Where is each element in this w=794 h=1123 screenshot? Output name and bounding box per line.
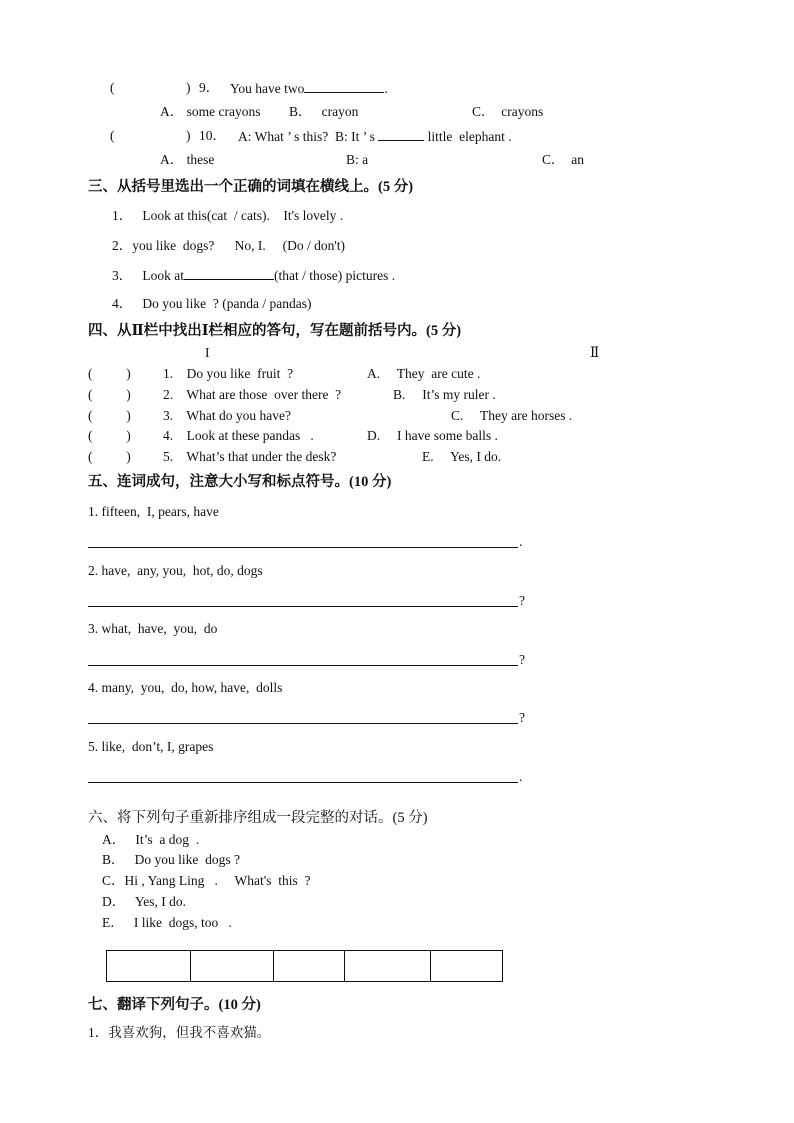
section6-answer-boxes — [106, 950, 503, 982]
q9-number: 9． — [199, 80, 220, 95]
q10-option-b: B: a — [346, 152, 369, 167]
section5-item-4-end: ? — [519, 710, 525, 725]
section7-item-1: 1．我喜欢狗，但我不喜欢猫。 — [88, 1025, 271, 1040]
section4-col1-header: I — [205, 345, 210, 360]
section5-item-3-words: 3. what, have, you, do — [88, 621, 218, 636]
section5-item-5-answer-line[interactable] — [88, 782, 518, 783]
section5-item-1-words: 1. fifteen, I, pears, have — [88, 504, 219, 519]
section5-item-5-end: . — [519, 769, 523, 784]
section5-item-4-answer-line[interactable] — [88, 723, 518, 724]
section4-row-4-answer: D. I have some balls . — [367, 428, 498, 443]
answer-box-4[interactable] — [345, 951, 431, 982]
q9-paren-open: ( — [110, 80, 115, 95]
section4-row-5-answer: E. Yes, I do. — [422, 449, 502, 464]
section6-item-b: B． Do you like dogs ? — [102, 852, 240, 867]
section5-item-2-words: 2. have, any, you, hot, do, dogs — [88, 563, 263, 578]
section4-col2-header: Ⅱ — [590, 345, 600, 360]
section4-row-1-question: 1. Do you like fruit ? — [163, 366, 294, 381]
section6-item-c: C．Hi , Yang Ling . What's this ? — [102, 873, 311, 888]
section3-title: 三、从括号里选出一个正确的词填在横线上。(5 分) — [88, 179, 414, 195]
section5-item-3-end: ? — [519, 652, 525, 667]
q9-stem — [230, 79, 388, 98]
q9-option-b: B． crayon — [289, 104, 359, 119]
section5-item-5-words: 5. like, don’t, I, grapes — [88, 739, 214, 754]
section4-row-3-answer: C. They are horses . — [451, 408, 573, 423]
section3-item-2: 2．you like dogs? No, I. (Do / don't) — [112, 238, 346, 253]
section5-item-1-end: . — [519, 534, 523, 549]
q10-stem — [238, 127, 512, 146]
q10-number: 10． — [199, 128, 226, 143]
section4-row-5-paren[interactable]: ( ) — [88, 449, 131, 464]
section4-row-2-question: 2. What are those over there ? — [163, 387, 342, 402]
q9-answer-blank[interactable] — [304, 79, 384, 93]
section4-row-2-answer: B. It’s my ruler . — [393, 387, 496, 402]
q9-stem-text: You have two — [230, 81, 305, 96]
section4-row-3-paren[interactable]: ( ) — [88, 408, 131, 423]
section4-row-5-question: 5. What’s that under the desk? — [163, 449, 337, 464]
q10-answer-blank[interactable] — [378, 127, 424, 141]
section5-item-3-answer-line[interactable] — [88, 665, 518, 666]
section6-item-a: A． It’s a dog . — [102, 832, 200, 847]
answer-box-3[interactable] — [274, 951, 345, 982]
section4-row-4-paren[interactable]: ( ) — [88, 428, 131, 443]
section6-title: 六、将下列句子重新排序组成一段完整的对话。(5 分) — [88, 810, 428, 826]
section5-item-2-end: ? — [519, 593, 525, 608]
q9-paren-close: ) — [186, 80, 191, 95]
q10-option-a: A． these — [160, 152, 215, 167]
section3-item-1: 1． Look at this(cat / cats). It's lovely . — [112, 208, 344, 223]
answer-box-2[interactable] — [191, 951, 274, 982]
q9-option-a: A． some crayons — [160, 104, 261, 119]
answer-box-1[interactable] — [107, 951, 191, 982]
section3-item-3-lead: 3． Look at — [112, 268, 184, 283]
q9-option-c: C． crayons — [472, 104, 544, 119]
section4-row-1-answer: A. They are cute . — [367, 366, 481, 381]
section3-item-3-tail: (that / those) pictures . — [274, 268, 396, 283]
section3-item-4: 4． Do you like ? (panda / pandas) — [112, 296, 312, 311]
section5-item-4-words: 4. many, you, do, how, have, dolls — [88, 680, 283, 695]
section6-item-e: E． I like dogs, too . — [102, 915, 232, 930]
section4-row-4-question: 4. Look at these pandas . — [163, 428, 314, 443]
section5-title: 五、连词成句，注意大小写和标点符号。(10 分) — [88, 474, 392, 490]
q10-stem-text: A: What ’ s this? B: It ’ s — [238, 129, 375, 144]
section5-item-2-answer-line[interactable] — [88, 606, 518, 607]
section6-item-d: D． Yes, I do. — [102, 894, 187, 909]
section7-title: 七、翻译下列句子。(10 分) — [88, 997, 261, 1013]
q10-end: little elephant . — [427, 129, 512, 144]
answer-box-5[interactable] — [431, 951, 503, 982]
section5-item-1-answer-line[interactable] — [88, 547, 518, 548]
section4-title: 四、从Ⅱ栏中找出Ⅰ栏相应的答句，写在题前括号内。(5 分) — [88, 323, 462, 339]
section3-item-3-blank[interactable] — [184, 266, 274, 280]
section4-row-3-question: 3. What do you have? — [163, 408, 291, 423]
section3-item-3 — [112, 266, 395, 285]
q9-end: . — [384, 81, 388, 96]
q10-paren-close: ) — [186, 128, 191, 143]
q10-option-c: C． an — [542, 152, 584, 167]
section4-row-1-paren[interactable]: ( ) — [88, 366, 131, 381]
q10-paren-open: ( — [110, 128, 115, 143]
section4-row-2-paren[interactable]: ( ) — [88, 387, 131, 402]
